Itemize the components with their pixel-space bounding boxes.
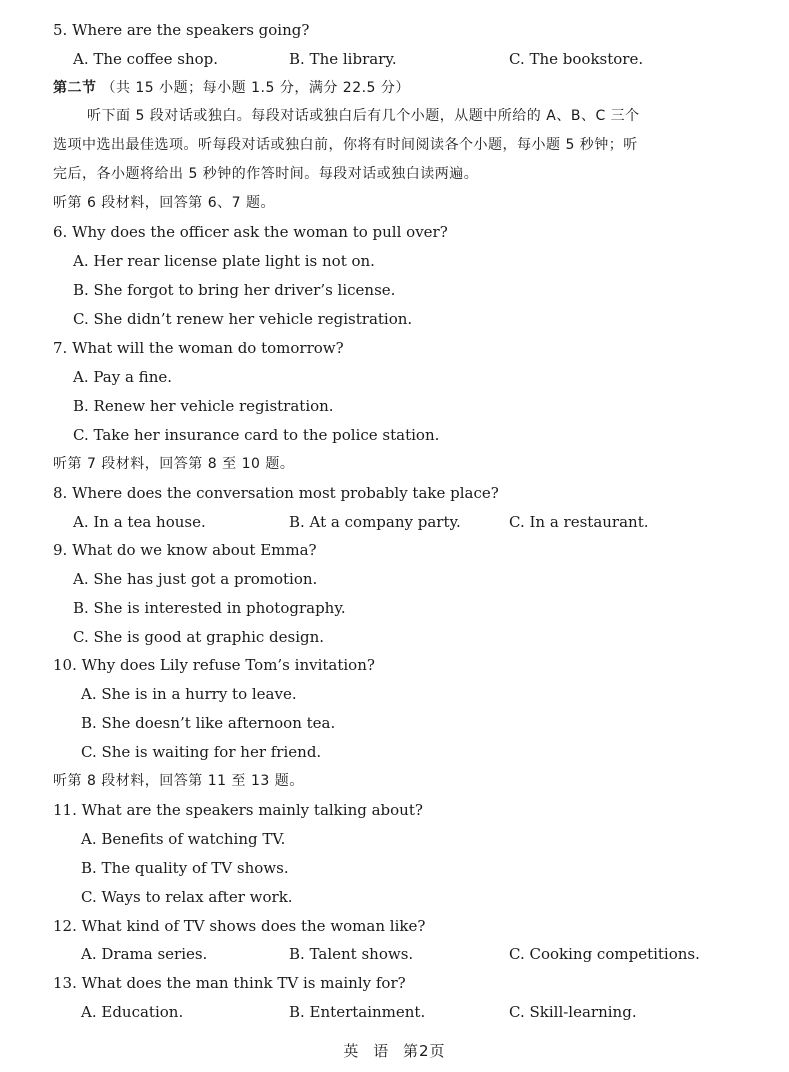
instructions-line-2: 选项中选出最佳选项。听每段对话或独白前，你将有时间阅读各个小题，每小题 5 秒钟；听	[53, 137, 638, 153]
question-5-option-b: B. The library.	[289, 50, 397, 68]
question-7-option-c: C. Take her insurance card to the police station.	[73, 426, 440, 444]
question-9-option-a: A. She has just got a promotion.	[73, 570, 318, 588]
footer-subject-2: 语	[373, 1042, 390, 1060]
section-info: （共 15 小题；每小题 1.5 分，满分 22.5 分）	[101, 80, 410, 96]
page-footer	[0, 1040, 789, 1061]
section-title: 第二节	[53, 80, 97, 96]
question-12-option-c: C. Cooking competitions.	[509, 945, 700, 963]
question-11-option-c: C. Ways to relax after work.	[81, 888, 293, 906]
question-13-option-b: B. Entertainment.	[289, 1003, 426, 1021]
question-12-stem: 12. What kind of TV shows does the woman like?	[53, 917, 426, 935]
footer-page-number: 第2页	[403, 1042, 446, 1060]
question-8-option-b: B. At a company party.	[289, 513, 461, 531]
question-5-stem: 5. Where are the speakers going?	[53, 21, 310, 39]
instructions-line-3: 完后，各小题将给出 5 秒钟的作答时间。每段对话或独白读两遍。	[53, 166, 479, 182]
question-13-option-a: A. Education.	[81, 1003, 184, 1021]
question-10-option-c: C. She is waiting for her friend.	[81, 743, 322, 761]
question-6-stem: 6. Why does the officer ask the woman to pull over?	[53, 223, 448, 241]
question-7-stem: 7. What will the woman do tomorrow?	[53, 339, 344, 357]
material-8-header: 听第 8 段材料，回答第 11 至 13 题。	[53, 773, 304, 789]
question-9-option-b: B. She is interested in photography.	[73, 599, 346, 617]
question-8-stem: 8. Where does the conversation most probably take place?	[53, 484, 499, 502]
question-10-stem: 10. Why does Lily refuse Tom’s invitation?	[53, 656, 375, 674]
material-7-header: 听第 7 段材料，回答第 8 至 10 题。	[53, 456, 295, 472]
question-11-option-a: A. Benefits of watching TV.	[81, 830, 286, 848]
question-13-stem: 13. What does the man think TV is mainly for?	[53, 974, 406, 992]
footer-subject-1: 英	[343, 1042, 360, 1060]
question-10-option-a: A. She is in a hurry to leave.	[81, 685, 297, 703]
question-6-option-c: C. She didn’t renew her vehicle registration.	[73, 310, 413, 328]
material-6-header: 听第 6 段材料，回答第 6、7 题。	[53, 195, 276, 211]
question-9-option-c: C. She is good at graphic design.	[73, 628, 325, 646]
question-12-option-b: B. Talent shows.	[289, 945, 414, 963]
question-5-option-a: A. The coffee shop.	[73, 50, 219, 68]
question-13-option-c: C. Skill-learning.	[509, 1003, 637, 1021]
question-11-stem: 11. What are the speakers mainly talking about?	[53, 801, 423, 819]
question-12-option-a: A. Drama series.	[81, 945, 208, 963]
question-11-option-b: B. The quality of TV shows.	[81, 859, 289, 877]
question-6-option-a: A. Her rear license plate light is not on.	[73, 252, 375, 270]
question-9-stem: 9. What do we know about Emma?	[53, 541, 317, 559]
question-8-option-c: C. In a restaurant.	[509, 513, 649, 531]
question-10-option-b: B. She doesn’t like afternoon tea.	[81, 714, 336, 732]
section-header	[53, 78, 410, 98]
question-5-option-c: C. The bookstore.	[509, 50, 644, 68]
instructions-line-1: 听下面 5 段对话或独白。每段对话或独白后有几个小题，从题中所给的 A、B、C 三个	[87, 108, 640, 124]
question-6-option-b: B. She forgot to bring her driver’s license.	[73, 281, 396, 299]
question-7-option-b: B. Renew her vehicle registration.	[73, 397, 334, 415]
question-8-option-a: A. In a tea house.	[73, 513, 206, 531]
question-7-option-a: A. Pay a fine.	[73, 368, 172, 386]
